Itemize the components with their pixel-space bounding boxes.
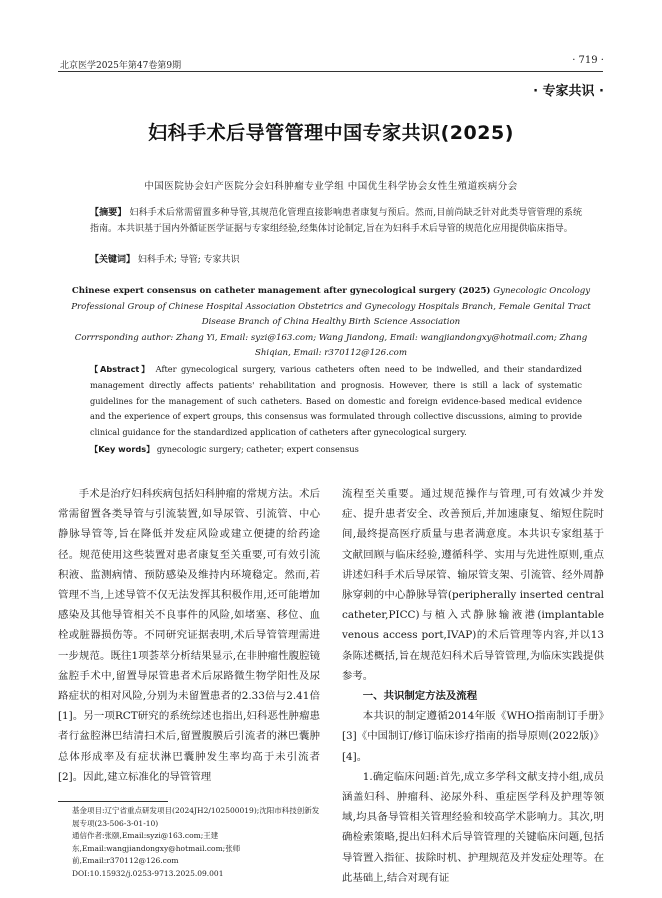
body-paragraph: 1.确定临床问题:首先,成立多学科文献支持小组,成员涵盖妇科、肿瘤科、泌尿外科、重症医学科及护理等领域,均具备导管相关管理经验和较高学术影响力。其次,明确检索策略,提出妇科术后导管管理的关键临床问题,包括导管置入指征、拔除时机、护理规范及并发症处理等。在此基础上,结合对现有证 <box>342 770 604 884</box>
keywords-cn-text: 妇科手术; 导管; 专家共识 <box>137 255 240 265</box>
keywords-en <box>90 442 582 458</box>
footnote-fund: 基金项目:辽宁省重点研发项目(2024JH2/102500019);沈阳市科技创新发展专项(23-506-3-01-10) <box>72 806 320 828</box>
article-title: 妇科手术后导管管理中国专家共识(2025) <box>148 122 514 144</box>
body-right-column <box>342 484 604 888</box>
abstract-en-label: 【Abstract】 <box>90 364 152 374</box>
body-paragraph: 流程至关重要。通过规范操作与管理,可有效减少并发症、提升患者安全、改善预后,并加速康复、缩短住院时间,最终提高医疗质量与患者满意度。本共识专家组基于文献回顾与临床经验,遵循科学、实用与先进性原则,重点讲述妇科手术后导尿管、输尿管支架、引流管、经外周静脉穿刺的中心静脉导管(peripherally inserted central catheter,PICC)与植入式静脉输液港(implantable venous access port,IVAP)的术后管理等内容,并以13条陈述概括,旨在规范妇科术后导管管理,为临床实践提供参考。 <box>342 488 604 682</box>
abstract-en <box>90 362 582 441</box>
abstract-en-text: After gynecological surgery, various catheters often need to be indwelled, and their standardized management directly affects patients' rehabilitation and prognosis. However, there is still a lack of systematic guidelines for the management of such catheters. Based on domestic and foreign evidence-based medical evidence and the experience of expert groups, this consensus was formulated through collective discussions, aiming to provide clinical guidance for the standardized application of catheters after gynecological surgery. <box>90 364 582 438</box>
abstract-cn <box>90 206 582 237</box>
footnote-correspondence: 通信作者:张颐,Email:syzi@163.com;王建东,Email:wangjiandongxy@hotmail.com;张师前,Email:r370112@126.com <box>72 831 241 866</box>
journal-header: 北京医学2025年第47卷第9期 <box>60 61 182 71</box>
english-title: Chinese expert consensus on catheter management after gynecological surgery (2025) <box>71 286 491 296</box>
keywords-cn <box>90 253 582 269</box>
footnote <box>72 805 322 881</box>
body-paragraph: 手术是治疗妇科疾病包括妇科肿瘤的常规方法。术后常需留置各类导管与引流装置,如导尿管、引流管、中心静脉导管等,旨在降低并发症风险或建立便捷的给药途径。规范使用这些装置对患者康复至关重要,可有效引流积液、监测病情、预防感染及维持内环境稳定。然而,若管理不当,上述导管不仅无法发挥其积极作用,还可能增加感染及其他导管相关不良事件的风险,如堵塞、移位、血栓或脏器损伤等。不同研究证据表明,术后导管管理需进一步规范。既往1项荟萃分析结果显示,在非肿瘤性腹腔镜盆腔手术中,留置导尿管患者术后尿路微生物学阳性及尿路症状的相对风险,分别为未留置患者的2.33倍与2.41倍[1]。另一项RCT研究的系统综述也指出,妇科恶性肿瘤患者行盆腔淋巴结清扫术后,留置腹膜后引流者的淋巴囊肿总体形成率及有症状淋巴囊肿发生率均高于未引流者[2]。因此,建立标准化的导管管理 <box>58 488 320 783</box>
section-tag: · 专家共识 · <box>533 84 604 99</box>
footnote-rule <box>58 801 168 802</box>
body-paragraph: 本共识的制定遵循2014年版《WHO指南制订手册》[3]《中国制订/修订临床诊疗指南的指导原则(2022版)》[4]。 <box>342 710 604 763</box>
english-title-block <box>70 284 592 362</box>
page-number: · 719 · <box>572 55 604 66</box>
header-rule <box>58 71 603 72</box>
keywords-cn-label: 【关键词】 <box>90 255 136 265</box>
section-heading: 一、共识制定方法及流程 <box>362 690 478 703</box>
english-org: Gynecologic Oncology Professional Group of Chinese Hospital Association Obstetrics and Gynecology Hospitals Branch, Female Genital Tract Disease Branch of China Healthy Birth Science Association <box>71 286 591 327</box>
english-corresponding: Corrrsponding author: Zhang Yi, Email: syzi@163.com; Wang Jiandong, Email: wangjiandongxy@hotmail.com; Zhang Shiqian, Email: r370112@126.com <box>74 332 588 358</box>
keywords-en-label: 【Key words】 <box>90 444 155 454</box>
abstract-cn-text: 妇科手术后常需留置多种导管,其规范化管理直接影响患者康复与预后。然而,目前尚缺乏针对此类导管管理的系统指南。本共识基于国内外循证医学证据与专家组经验,经集体讨论制定,旨在为妇科手术后导管的规范化应用提供临床指导。 <box>90 208 582 234</box>
abstract-cn-label: 【摘要】 <box>90 208 127 218</box>
keywords-en-text: gynecologic surgery; catheter; expert consensus <box>156 444 359 454</box>
body-left-column <box>58 484 320 787</box>
footnote-doi: DOI:10.15932/j.0253-9713.2025.09.001 <box>72 868 224 878</box>
authors: 中国医院协会妇产医院分会妇科肿瘤专业学组 中国优生科学协会女性生殖道疾病分会 <box>144 181 518 192</box>
